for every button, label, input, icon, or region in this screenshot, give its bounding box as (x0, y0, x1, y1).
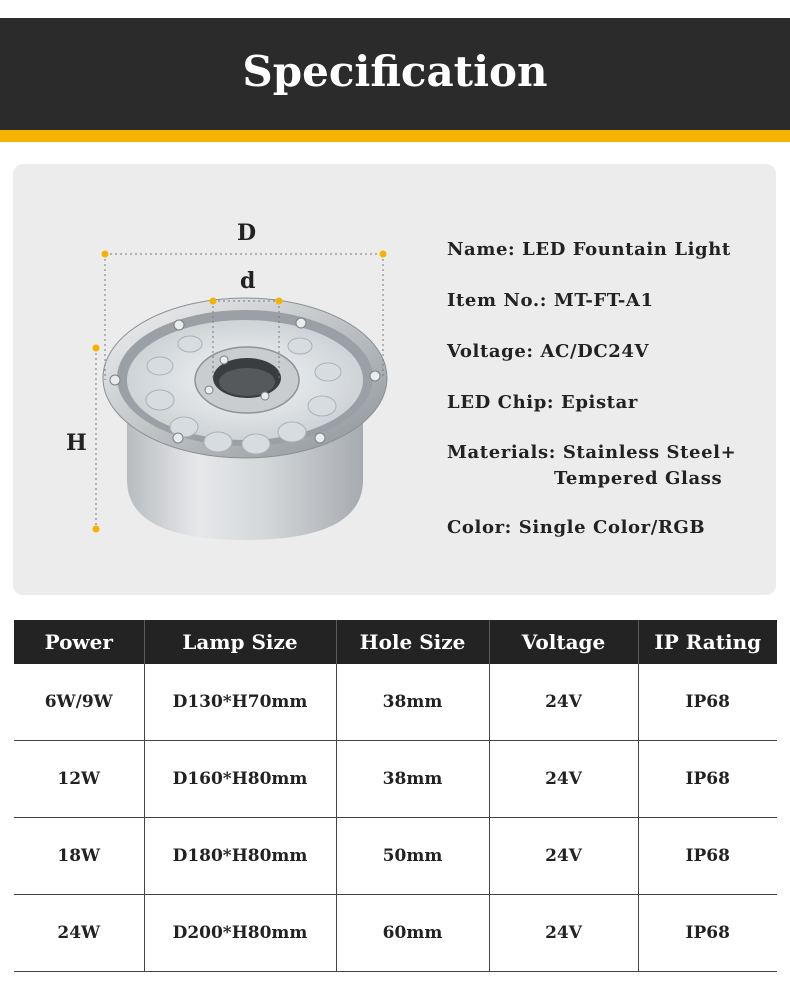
table-row (14, 741, 777, 818)
spec-color: Color: Single Color/RGB (447, 517, 706, 538)
cell-power: 24W (14, 895, 144, 972)
cell-voltage: 24V (489, 664, 638, 741)
cell-ip-rating: IP68 (638, 818, 777, 895)
center-nozzle-ring (195, 347, 299, 413)
cell-ip-rating: IP68 (638, 664, 777, 741)
cell-hole-size: 60mm (336, 895, 489, 972)
cell-hole-size: 38mm (336, 741, 489, 818)
spec-led-chip: LED Chip: Epistar (447, 392, 638, 413)
dimension-label-outer-diameter: D (237, 220, 257, 246)
spec-materials: Materials: Stainless Steel+ (447, 442, 737, 463)
spec-item-no: Item No.: MT-FT-A1 (447, 290, 654, 311)
spec-materials-continued: Tempered Glass (554, 468, 723, 489)
spec-table (14, 620, 777, 972)
col-header-power: Power (14, 620, 144, 664)
table-row (14, 818, 777, 895)
col-header-ip-rating: IP Rating (638, 620, 777, 664)
col-header-hole-size: Hole Size (336, 620, 489, 664)
cell-ip-rating: IP68 (638, 895, 777, 972)
page-title: Specification (242, 47, 548, 96)
cell-hole-size: 38mm (336, 664, 489, 741)
cell-voltage: 24V (489, 818, 638, 895)
cell-voltage: 24V (489, 741, 638, 818)
cell-power: 12W (14, 741, 144, 818)
table-header-row (14, 620, 777, 664)
spec-name: Name: LED Fountain Light (447, 239, 731, 260)
cell-voltage: 24V (489, 895, 638, 972)
dimension-label-height: H (66, 430, 87, 456)
col-header-voltage: Voltage (489, 620, 638, 664)
cell-power: 6W/9W (14, 664, 144, 741)
cell-power: 18W (14, 818, 144, 895)
col-header-lamp-size: Lamp Size (144, 620, 336, 664)
cell-lamp-size: D180*H80mm (144, 818, 336, 895)
dimension-label-inner-diameter: d (240, 268, 256, 294)
cell-lamp-size: D200*H80mm (144, 895, 336, 972)
cell-ip-rating: IP68 (638, 741, 777, 818)
table-row (14, 664, 777, 741)
cell-lamp-size: D130*H70mm (144, 664, 336, 741)
spec-voltage: Voltage: AC/DC24V (447, 341, 650, 362)
cell-hole-size: 50mm (336, 818, 489, 895)
cell-lamp-size: D160*H80mm (144, 741, 336, 818)
table-row (14, 895, 777, 972)
